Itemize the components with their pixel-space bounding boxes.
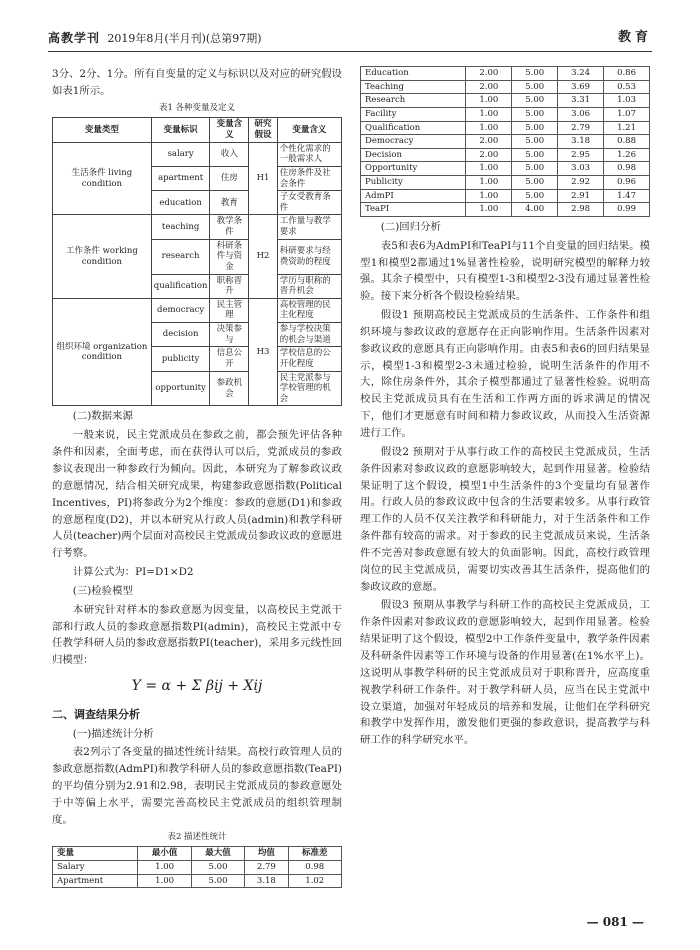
table-row: Salary 1.00 5.00 2.79 0.98	[53, 861, 342, 875]
variables-table	[52, 117, 342, 406]
data-source-paragraph: 一般来说，民主党派成员在参政之前，都会预先评估各种条件和因素，全面考虑，而在获得认可以后，党派成员的参政参议表现出一种参政行为倾向。因此，本研究为了解参政议政的意愿情况，结合相关研究成果，构建参政意愿指数(Political Incentives，PI)将参政分为2个维度：参政的意愿(D1)和参政的意愿程度(D2)，并以本研究从行政人员(admin)和教学科研人员(teacher)两个层面对高校民主党派成员参政议政的意愿进行考察。	[52, 429, 342, 560]
hypothesis1-paragraph: 假设1 预期高校民主党派成员的生活条件、工作条件和组织环境与参政议政的意愿存在正向影响作用。生活条件因素对参政议政的意愿具有正向影响作用。由表5和表6的回归结果显示，模型1-3和模型2-3未通过检验，说明生活条件的作用不大，除住房条件外，其余子模型都通过了显著性检验。说明高校民主党派成员具有在生活和工作两方面的诉求满足的情况下，他们才更愿意有时间和精力参政议政，从而投入生活资源进行工作。	[360, 309, 650, 439]
regression-equation: Y = α + Σ βij + Xij	[131, 678, 263, 695]
table2-header: 最小值	[138, 847, 191, 861]
table1-caption: 表1 各种变量及定义	[158, 102, 236, 113]
table-row: TeaPI 1.00 4.00 2.98 0.99	[361, 203, 650, 217]
table-row: Facility 1.00 5.00 3.06 1.07	[361, 107, 650, 121]
heading-results: 二、调查结果分析	[52, 707, 140, 721]
group-type: 生活条件 living condition	[53, 142, 152, 215]
table-row: apartment 住房 住房条件及社会条件	[53, 166, 342, 190]
table1-header: 变量类型	[53, 118, 152, 142]
stats-table-part1	[52, 846, 342, 888]
table-row: 组织环境 organization condition democracy 民主管理 H3 高校管理的民主化程度	[53, 298, 342, 322]
heading-descriptive: (一)描述统计分析	[72, 727, 154, 740]
page-number: — 081 —	[586, 914, 644, 929]
table2-caption: 表2 描述性统计	[167, 831, 227, 842]
table2-header: 均值	[245, 847, 288, 861]
table-row: publicity 信息公开 学校信息的公开化程度	[53, 347, 342, 371]
table-row: Teaching 2.00 5.00 3.69 0.53	[361, 80, 650, 94]
table-row: Research 1.00 5.00 3.31 1.03	[361, 94, 650, 108]
group-type: 工作条件 working condition	[53, 215, 152, 298]
table2-header: 最大值	[191, 847, 244, 861]
hypothesis3-paragraph: 假设3 预期从事教学与科研工作的高校民主党派成员，工作条件因素对参政议政的意愿影响较大，起到作用显著。检验结果证明了这个假设，模型2中工作条件变量中，教学条件因素及科研条件因素等工作环境与设备的作用显著(在1%水平上)。这说明从事教学科研的民主党派成员对于职称晋升，应高度重视教学科研工作条件。对于教学科研人员，应当在民主党派中设立渠道，加强对年轻成员的培养和发展，让他们在学科研究和教学中发挥作用，激发他们更强的参政意识，提高教学与科研工作的科学研究水平。	[360, 599, 650, 747]
table1-header: 变量含义	[210, 118, 249, 142]
table2-header: 标准差	[288, 847, 341, 861]
table-row: Opportunity 1.00 5.00 3.03 0.98	[361, 162, 650, 176]
table2-header: 变量	[53, 847, 138, 861]
table-row: Education 2.00 5.00 3.24 0.86	[361, 67, 650, 81]
journal-issue: 2019年8月(半月刊)(总第97期)	[107, 31, 262, 45]
formula-text: 计算公式为：PI=D1×D2	[72, 566, 194, 579]
table1-header: 研究假设	[249, 118, 277, 142]
intro-paragraph: 3分、2分、1分。所有自变量的定义与标识以及对应的研究假设如表1所示。	[52, 68, 342, 97]
table1-header: 变量标识	[151, 118, 210, 142]
table-row: Decision 2.00 5.00 2.95 1.26	[361, 148, 650, 162]
group-type: 组织环境 organization condition	[53, 298, 152, 406]
left-column	[52, 66, 342, 888]
section-label: 教育	[617, 29, 652, 45]
heading-regression: (二)回归分析	[380, 220, 441, 233]
table-row: Apartment 1.00 5.00 3.18 1.02	[53, 874, 342, 888]
table-row: Publicity 1.00 5.00 2.92 0.96	[361, 176, 650, 190]
stats-table-part2	[360, 66, 650, 217]
table-row: AdmPI 1.00 5.00 2.91 1.47	[361, 189, 650, 203]
journal-title: 高教学刊	[48, 30, 101, 45]
method-paragraph: 本研究针对样本的参政意愿为因变量，以高校民主党派干部和行政人员的参政意愿指数PI(admin)，高校民主党派中专任教学科研人员的参政意愿指数PI(teacher)，采用多元线性回归模型：	[52, 603, 342, 667]
page-header	[48, 26, 652, 52]
table1-header: 变量含义	[277, 118, 341, 142]
table-row: 生活条件 living condition salary 收入 H1 个性化需求的一般需求人	[53, 142, 342, 166]
table-row: qualification 职称晋升 学历与职称的晋升机会	[53, 274, 342, 298]
table-row: research 科研条件与资金 科研要求与经费资助的程度	[53, 239, 342, 274]
right-column	[360, 66, 650, 751]
heading-method: (三)检验模型	[72, 584, 133, 597]
table-row: Qualification 1.00 5.00 2.79 1.21	[361, 121, 650, 135]
journal-info	[48, 29, 261, 48]
table-row: education 教育 子女受教育条件	[53, 191, 342, 215]
table-row: 工作条件 working condition teaching 教学条件 H2 工作量与教学要求	[53, 215, 342, 239]
table-row: Democracy 2.00 5.00 3.18 0.88	[361, 135, 650, 149]
heading-data-source: (二)数据来源	[72, 410, 133, 423]
table-row: opportunity 参政机会 民主党派参与学校管理的机会	[53, 371, 342, 406]
descriptive-paragraph: 表2列示了各变量的描述性统计结果。高校行政管理人员的参政意愿指数(AdmPI)和教学科研人员的参政意愿指数(TeaPI)的平均值分别为2.91和2.98，表明民主党派成员的参政意愿处于中等偏上水平，需要完善高校民主党派成员的组织管理制度。	[52, 746, 342, 826]
table-row: decision 决策参与 参与学校决策的机会与渠道	[53, 323, 342, 347]
hypothesis2-paragraph: 假设2 预期对于从事行政工作的高校民主党派成员，生活条件因素对参政议政的意愿影响较大，起到作用显著。检验结果证明了这个假设，模型1中生活条件的3个变量均有显著作用。行政人员的参政议政中包含的生活要素较多。从事行政管理工作的人员不仅关注教学和科研能力，对于生活条件和工作条件都有较高的需求。对于参政的民主党派成员来说，生活条件不完善对参政意愿有较大的负面影响。因此，高校行政管理岗位的民主党派成员，需要切实改善其生活条件，提高他们的参政议政的意愿。	[360, 445, 650, 593]
regression-paragraph: 表5和表6为AdmPI和TeaPI与11个自变量的回归结果。模型1和模型2都通过1%显著性检验，说明研究模型的解释力较强。其余子模型中，只有模型1-3和模型2-3没有通过显著性检验。接下来分析各个假设检验结果。	[360, 239, 650, 303]
